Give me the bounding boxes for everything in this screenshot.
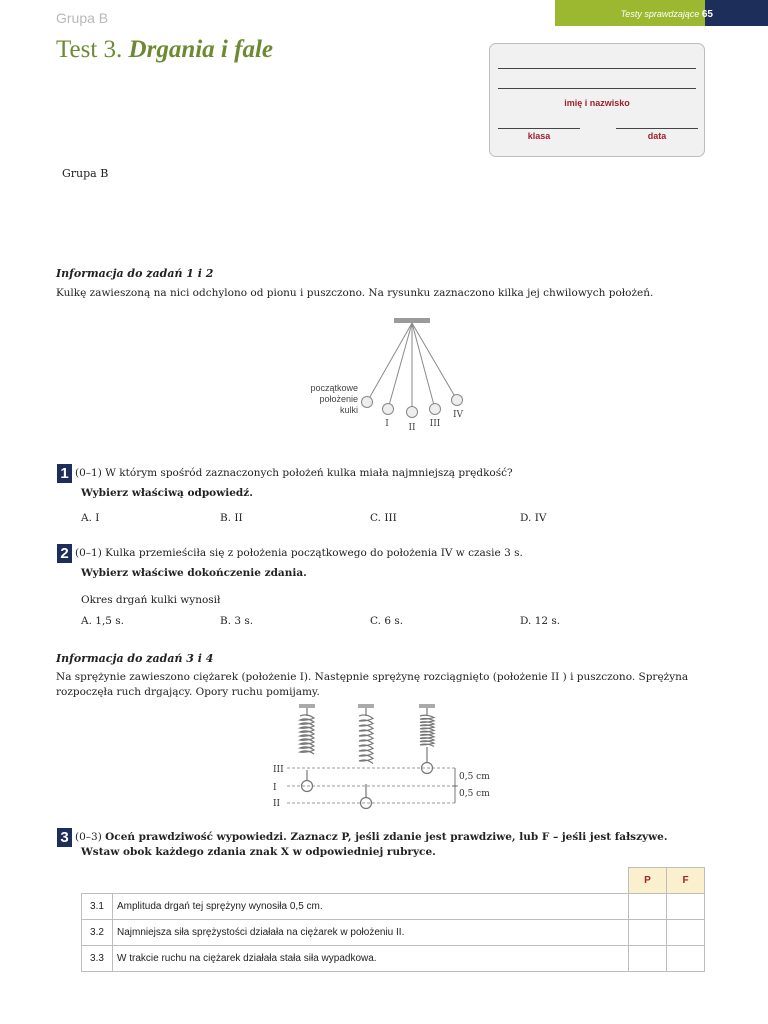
- q1-answer-d[interactable]: D. IV: [520, 512, 547, 524]
- question-1-text: [75, 467, 513, 479]
- date-line[interactable]: [616, 128, 698, 129]
- date-label: data: [647, 131, 667, 141]
- ball-iii: [430, 404, 441, 415]
- dimension-2: 0,5 cm: [459, 789, 490, 799]
- q2-answer-c[interactable]: C. 6 s.: [370, 615, 404, 627]
- question-2-instruction: Wybierz właściwe dokończenie zdania.: [81, 567, 307, 579]
- true-false-table: [81, 867, 705, 972]
- cell-true-3-3[interactable]: [629, 946, 667, 972]
- string-iii: [412, 323, 435, 409]
- name-line-1[interactable]: [498, 68, 696, 69]
- question-2-text: [75, 547, 523, 559]
- q2-answer-d[interactable]: D. 12 s.: [520, 615, 561, 627]
- cell-true-3-2[interactable]: [629, 920, 667, 946]
- spring-figure: [265, 702, 505, 812]
- running-header-group: Grupa B: [56, 10, 109, 26]
- header-corner-text: [560, 9, 713, 20]
- q1-answer-a[interactable]: A. I: [81, 512, 100, 524]
- title-prefix: Test 3.: [56, 36, 123, 63]
- table-row: [82, 894, 705, 920]
- table-header-row: [82, 868, 705, 894]
- header-page-tab: [705, 0, 768, 26]
- row-number: 3.3: [82, 946, 113, 972]
- ball-ii: [407, 407, 418, 418]
- table-row: [82, 920, 705, 946]
- label-pos-ii: II: [408, 423, 416, 433]
- q1-answer-c[interactable]: C. III: [370, 512, 397, 524]
- name-line-2[interactable]: [498, 88, 696, 89]
- ball-start: [362, 397, 373, 408]
- info-text-1-2: Kulkę zawieszoną na nici odchylono od pionu i puszczono. Na rysunku zaznaczono kilka jej chwilowych położeń.: [56, 287, 654, 299]
- label-pos-iv: IV: [452, 410, 464, 420]
- col-false-header: F: [667, 868, 705, 894]
- pendulum-figure: [300, 316, 480, 436]
- q2-points: (0–1): [75, 547, 102, 559]
- row-statement: W trakcie ruchu na ciężarek działała stała siła wypadkowa.: [113, 946, 629, 972]
- col-true-header: P: [629, 868, 667, 894]
- question-2-stem: Okres drgań kulki wynosił: [81, 594, 221, 606]
- cell-false-3-1[interactable]: [667, 894, 705, 920]
- label-start-2: położenie: [319, 394, 358, 404]
- q1-body: W którym spośród zaznaczonych położeń kulka miała najmniejszą prędkość?: [105, 467, 513, 479]
- label-start-3: kulki: [339, 405, 358, 415]
- level-i: I: [273, 783, 277, 793]
- q2-answer-b[interactable]: B. 3 s.: [220, 615, 254, 627]
- string-i: [388, 323, 412, 409]
- info-text-3-4-line1: Na sprężynie zawieszono ciężarek (położenie I). Następnie sprężynę rozciągnięto (położenie II ) i puszczono. Sprężyna: [56, 671, 689, 683]
- q2-answer-a[interactable]: A. 1,5 s.: [81, 615, 125, 627]
- dimension-1: 0,5 cm: [459, 772, 490, 782]
- ball-iv: [452, 395, 463, 406]
- level-ii: II: [273, 799, 281, 809]
- info-heading-3-4: Informacja do zadań 3 i 4: [56, 652, 214, 665]
- row-statement: Najmniejsza siła sprężystości działała na ciężarek w położeniu II.: [113, 920, 629, 946]
- info-text-3-4-line2: rozpoczęła ruch drgający. Opory ruchu pomijamy.: [56, 686, 320, 698]
- question-3-number: 3: [57, 828, 72, 847]
- cell-false-3-3[interactable]: [667, 946, 705, 972]
- page-number: 65: [701, 9, 713, 20]
- title-main: Drgania i fale: [128, 36, 273, 63]
- table-row: [82, 946, 705, 972]
- question-1-number: 1: [57, 464, 72, 483]
- q3-instruction-2: Wstaw obok każdego zdania znak X w odpowiedniej rubryce.: [81, 846, 436, 858]
- corner-label: Testy sprawdzające: [620, 9, 700, 19]
- row-statement: Amplituda drgań tej sprężyny wynosiła 0,5 cm.: [113, 894, 629, 920]
- question-1-instruction: Wybierz właściwą odpowiedź.: [81, 487, 253, 499]
- group-text: Grupa B: [62, 167, 109, 180]
- question-3-line1: [75, 831, 668, 843]
- ball-i: [383, 404, 394, 415]
- page-title: [56, 36, 273, 64]
- level-iii: III: [273, 765, 284, 775]
- student-info-box: [489, 43, 705, 157]
- cell-true-3-1[interactable]: [629, 894, 667, 920]
- q1-points: (0–1): [75, 467, 102, 479]
- q1-answer-b[interactable]: B. II: [220, 512, 243, 524]
- name-label: imię i nazwisko: [564, 98, 630, 108]
- q3-points: (0–3): [75, 831, 102, 843]
- q2-body: Kulka przemieściła się z położenia początkowego do położenia IV w czasie 3 s.: [105, 547, 523, 559]
- string-start: [367, 323, 412, 402]
- class-label: klasa: [527, 131, 551, 141]
- class-line[interactable]: [498, 128, 580, 129]
- label-start-1: początkowe: [310, 383, 358, 393]
- q3-instruction-1: Oceń prawdziwość wypowiedzi. Zaznacz P, jeśli zdanie jest prawdziwe, lub F – jeśli jest fałszywe.: [105, 831, 668, 843]
- row-number: 3.2: [82, 920, 113, 946]
- question-2-number: 2: [57, 544, 72, 563]
- pendulum-mount: [394, 318, 430, 323]
- info-heading-1-2: Informacja do zadań 1 i 2: [56, 267, 214, 280]
- label-pos-i: I: [385, 419, 389, 429]
- cell-false-3-2[interactable]: [667, 920, 705, 946]
- row-number: 3.1: [82, 894, 113, 920]
- string-iv: [412, 323, 457, 400]
- label-pos-iii: III: [429, 419, 441, 429]
